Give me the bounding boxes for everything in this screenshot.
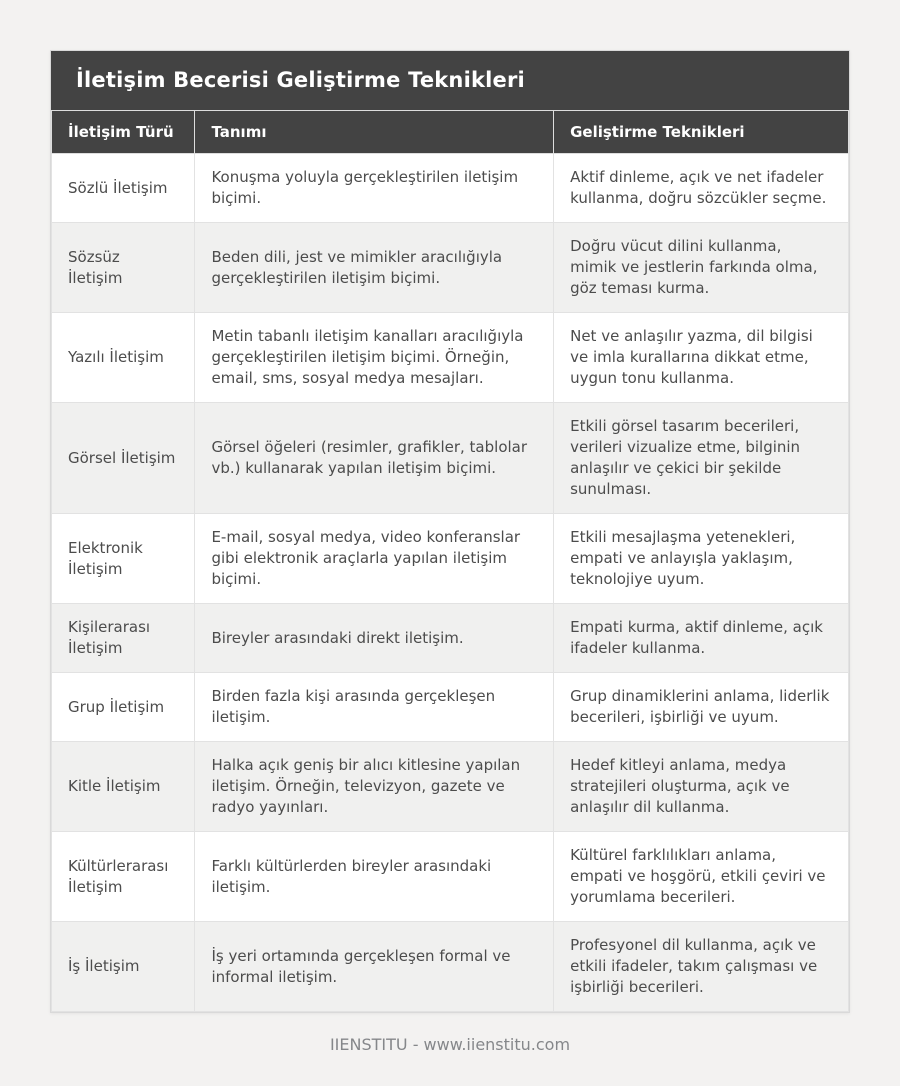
cell-type: Yazılı İletişim [52, 313, 195, 403]
cell-techniques: Etkili mesajlaşma yetenekleri, empati ve anlayışla yaklaşım, teknolojiye uyum. [554, 514, 849, 604]
cell-techniques: Aktif dinleme, açık ve net ifadeler kullanma, doğru sözcükler seçme. [554, 154, 849, 223]
column-header-type: İletişim Türü [52, 111, 195, 154]
cell-techniques: Etkili görsel tasarım becerileri, verileri vizualize etme, bilginin anlaşılır ve çekici bir şekilde sunulması. [554, 403, 849, 514]
page [0, 50, 900, 1086]
cell-definition: Metin tabanlı iletişim kanalları aracılığıyla gerçekleştirilen iletişim biçimi. Örneğin, email, sms, sosyal medya mesajları. [195, 313, 554, 403]
cell-techniques: Empati kurma, aktif dinleme, açık ifadeler kullanma. [554, 604, 849, 673]
communication-table [51, 110, 849, 1012]
cell-type: Görsel İletişim [52, 403, 195, 514]
communication-table-card [50, 50, 850, 1013]
table-header-row [52, 111, 849, 154]
cell-definition: Konuşma yoluyla gerçekleştirilen iletişim biçimi. [195, 154, 554, 223]
cell-type: Kitle İletişim [52, 742, 195, 832]
cell-definition: Beden dili, jest ve mimikler aracılığıyla gerçekleştirilen iletişim biçimi. [195, 223, 554, 313]
cell-type: Kültürlerarası İletişim [52, 832, 195, 922]
table-row [52, 604, 849, 673]
table-row [52, 514, 849, 604]
cell-definition: E-mail, sosyal medya, video konferanslar gibi elektronik araçlarla yapılan iletişim biçimi. [195, 514, 554, 604]
column-header-definition: Tanımı [195, 111, 554, 154]
cell-techniques: Kültürel farklılıkları anlama, empati ve hoşgörü, etkili çeviri ve yorumlama becerileri. [554, 832, 849, 922]
cell-definition: Halka açık geniş bir alıcı kitlesine yapılan iletişim. Örneğin, televizyon, gazete ve radyo yayınları. [195, 742, 554, 832]
cell-type: Kişilerarası İletişim [52, 604, 195, 673]
table-row [52, 673, 849, 742]
table-row [52, 922, 849, 1012]
cell-techniques: Grup dinamiklerini anlama, liderlik becerileri, işbirliği ve uyum. [554, 673, 849, 742]
cell-type: Sözlü İletişim [52, 154, 195, 223]
cell-type: Sözsüz İletişim [52, 223, 195, 313]
table-row [52, 832, 849, 922]
page-title: İletişim Becerisi Geliştirme Teknikleri [51, 51, 849, 110]
cell-techniques: Doğru vücut dilini kullanma, mimik ve jestlerin farkında olma, göz teması kurma. [554, 223, 849, 313]
table-row [52, 313, 849, 403]
table-row [52, 742, 849, 832]
cell-definition: Birden fazla kişi arasında gerçekleşen iletişim. [195, 673, 554, 742]
table-row [52, 403, 849, 514]
cell-techniques: Hedef kitleyi anlama, medya stratejileri oluşturma, açık ve anlaşılır dil kullanma. [554, 742, 849, 832]
cell-definition: Bireyler arasındaki direkt iletişim. [195, 604, 554, 673]
cell-type: Grup İletişim [52, 673, 195, 742]
footer-credit: IIENSTITU - www.iienstitu.com [329, 1035, 571, 1054]
cell-definition: Görsel öğeleri (resimler, grafikler, tablolar vb.) kullanarak yapılan iletişim biçimi. [195, 403, 554, 514]
cell-techniques: Profesyonel dil kullanma, açık ve etkili ifadeler, takım çalışması ve işbirliği becerileri. [554, 922, 849, 1012]
cell-type: Elektronik İletişim [52, 514, 195, 604]
cell-techniques: Net ve anlaşılır yazma, dil bilgisi ve imla kurallarına dikkat etme, uygun tonu kullanma. [554, 313, 849, 403]
column-header-techniques: Geliştirme Teknikleri [554, 111, 849, 154]
table-row [52, 154, 849, 223]
table-row [52, 223, 849, 313]
cell-type: İş İletişim [52, 922, 195, 1012]
cell-definition: Farklı kültürlerden bireyler arasındaki iletişim. [195, 832, 554, 922]
cell-definition: İş yeri ortamında gerçekleşen formal ve informal iletişim. [195, 922, 554, 1012]
